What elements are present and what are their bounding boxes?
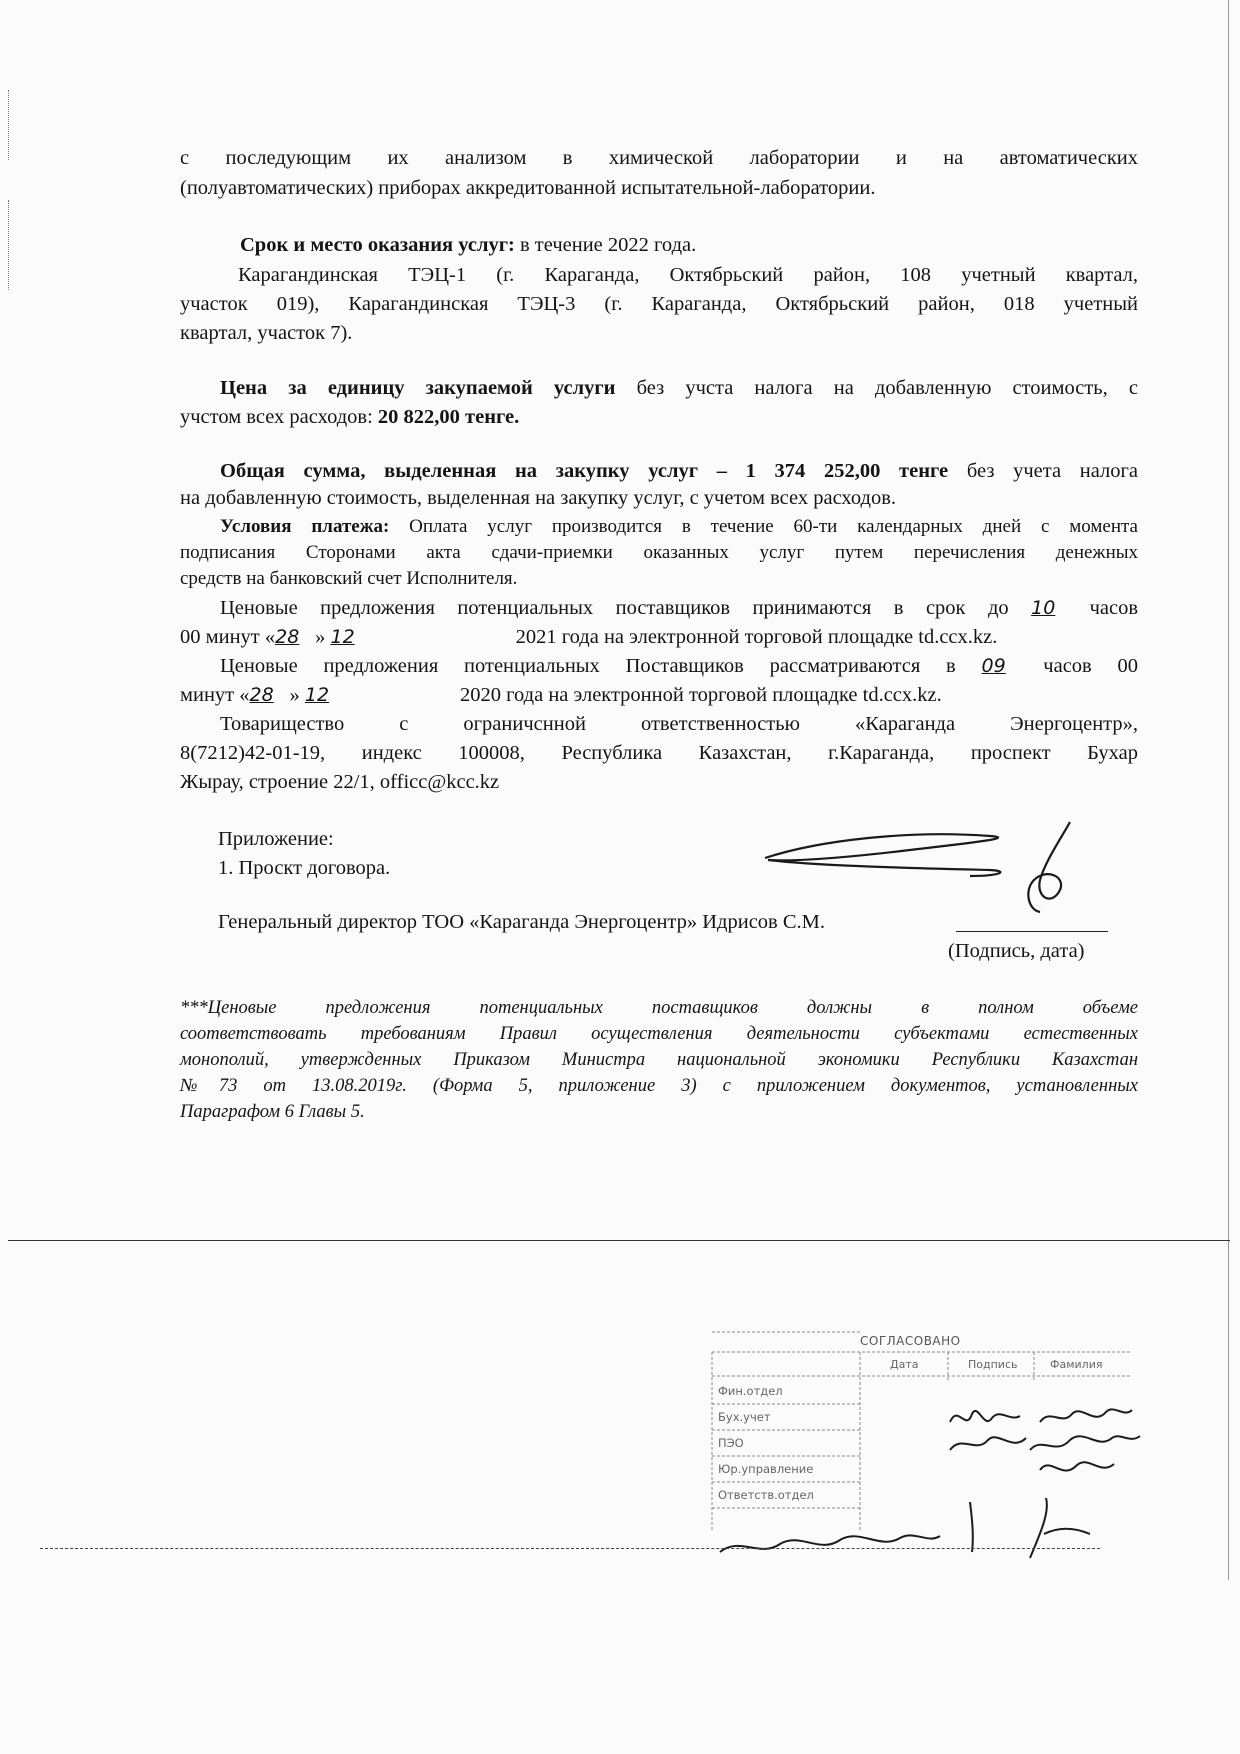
approval-stamp [700,1322,1180,1562]
page-divider [8,1240,1230,1241]
accept-min-prefix: 00 минут « [180,626,276,648]
place-line-1: Карагандинская ТЭЦ-1 (г. Караганда, Октябрьский район, 108 учетный квартал, [238,264,1138,286]
director-signature-icon [760,810,1090,920]
payment-line-3: средств на банковский счет Исполнителя. [180,568,518,589]
review-hours-word: часов 00 [1043,655,1139,677]
stamp-row: Ответств.отдел [718,1488,814,1502]
total-line-2: на добавленную стоимость, выделенная на закупку услуг, с учетом всех расходов. [180,487,897,509]
price-line2-text: учстом всех расходов: [180,406,378,428]
total-text: без учета налога [948,460,1139,482]
payment-text: Оплата услуг производится в течение 60-ти календарных дней с момента [389,516,1138,537]
place-line-2: участок 019), Карагандинская ТЭЦ-3 (г. Караганда, Октябрьский район, 018 учетный [180,293,1138,315]
stamp-row: Фин.отдел [718,1384,783,1398]
term-label: Срок и место оказания услуг: [240,234,515,256]
accept-suffix: 2021 года на электронной торговой площадке td.ccx.kz. [515,626,998,648]
approval-stamp-frame [700,1322,1180,1562]
attachment-label: Приложение: [218,828,334,850]
review-min-prefix: минут « [180,684,250,706]
signature-caption: (Подпись, дата) [948,940,1085,962]
term-value: в течение 2022 года. [514,234,697,256]
footnote-line-4: №73 от 13.08.2019г. (Форма 5, приложение 3) с приложением документов, установленных [180,1076,1138,1096]
accept-month-handwritten: 12 [330,626,355,648]
left-margin-mark [8,90,9,160]
price-line-1 [180,375,1138,402]
accept-line-1 [180,595,1138,622]
payment-line-2: подписания Сторонами акта сдачи-приемки оказанных услуг путем перечисления денежных [180,542,1138,563]
stamp-row: ПЭО [718,1436,744,1450]
payment-line-1 [180,514,1138,541]
review-day-handwritten: 28 [249,684,274,706]
price-value: 20 822,00 тенге. [377,406,520,428]
total-dash: – [698,460,746,482]
price-label: Цена за единицу закупаемой услуги [220,377,616,399]
right-margin-mark [1228,0,1229,1580]
total-line-1 [180,458,1138,485]
stamp-col-date: Дата [890,1358,919,1371]
place-line-3: квартал, участок 7). [180,322,353,344]
stamp-row: Бух.учет [718,1410,771,1424]
left-margin-mark [8,200,9,290]
price-text: без учста налога на добавленную стоимость, с [615,377,1138,399]
review-suffix: 2020 года на электронной торговой площадке td.ccx.kz. [460,684,942,706]
intro-line-2: (полуавтоматических) приборах аккредитованной испытательной-лаборатории. [180,177,876,199]
term-paragraph [180,232,1138,259]
accept-hours-word: часов [1089,597,1139,619]
review-text: Ценовые предложения потенциальных Поставщиков рассматриваются в [220,655,956,677]
stamp-title: СОГЛАСОВАНО [860,1334,961,1348]
attachment-item: 1. Проскт договора. [218,857,391,879]
bottom-rule [40,1548,1100,1549]
stamp-col-name: Фамилия [1050,1358,1103,1371]
accept-text: Ценовые предложения потенциальных поставщиков принимаются в срок до [220,597,1009,619]
accept-line-2: 00 минут «28 » 12 2021 года на электронной торговой площадке td.ccx.kz. [180,624,1138,651]
footnote-line-1: ***Ценовые предложения потенциальных поставщиков должны в полном объеме [180,998,1138,1018]
director-line: Генеральный директор ТОО «Караганда Энергоцентр» Идрисов С.М. [218,911,826,933]
stamp-col-signature: Подпись [968,1358,1018,1371]
total-value: 1 374 252,00 тенге [745,460,949,482]
signature-blank [956,913,1108,932]
accept-hour-handwritten: 10 [1031,597,1056,619]
price-line-2 [180,404,1138,431]
intro-line-1: с последующим их анализом в химической лаборатории и на автоматических [180,147,1138,169]
review-line-2: минут «28 » 12 2020 года на электронной торговой площадке td.ccx.kz. [180,682,1138,709]
footnote-line-5: Параграфом 6 Главы 5. [180,1102,365,1122]
accept-day-handwritten: 28 [275,626,300,648]
org-line-3: Жырау, строение 22/1, officc@kcc.kz [180,771,500,793]
total-label: Общая сумма, выделенная на закупку услуг [220,460,699,482]
org-line-1: Товарищество с ограничснной ответственностью «Караганда Энергоцентр», [220,713,1138,735]
review-line-1 [180,653,1138,680]
review-month-handwritten: 12 [304,684,330,706]
footnote-line-2: соответствовать требованиям Правил осуществления деятельности субъектами естественных [180,1024,1138,1044]
org-line-2: 8(7212)42-01-19, индекс 100008, Республика Казахстан, г.Караганда, проспект Бухар [180,742,1138,764]
payment-label: Условия платежа: [220,516,390,537]
review-hour-handwritten: 09 [981,655,1006,677]
stamp-row: Юр.управление [718,1462,814,1476]
footnote-line-3: монополий, утвержденных Приказом Министра национальной экономики Республики Казахстан [180,1050,1138,1070]
